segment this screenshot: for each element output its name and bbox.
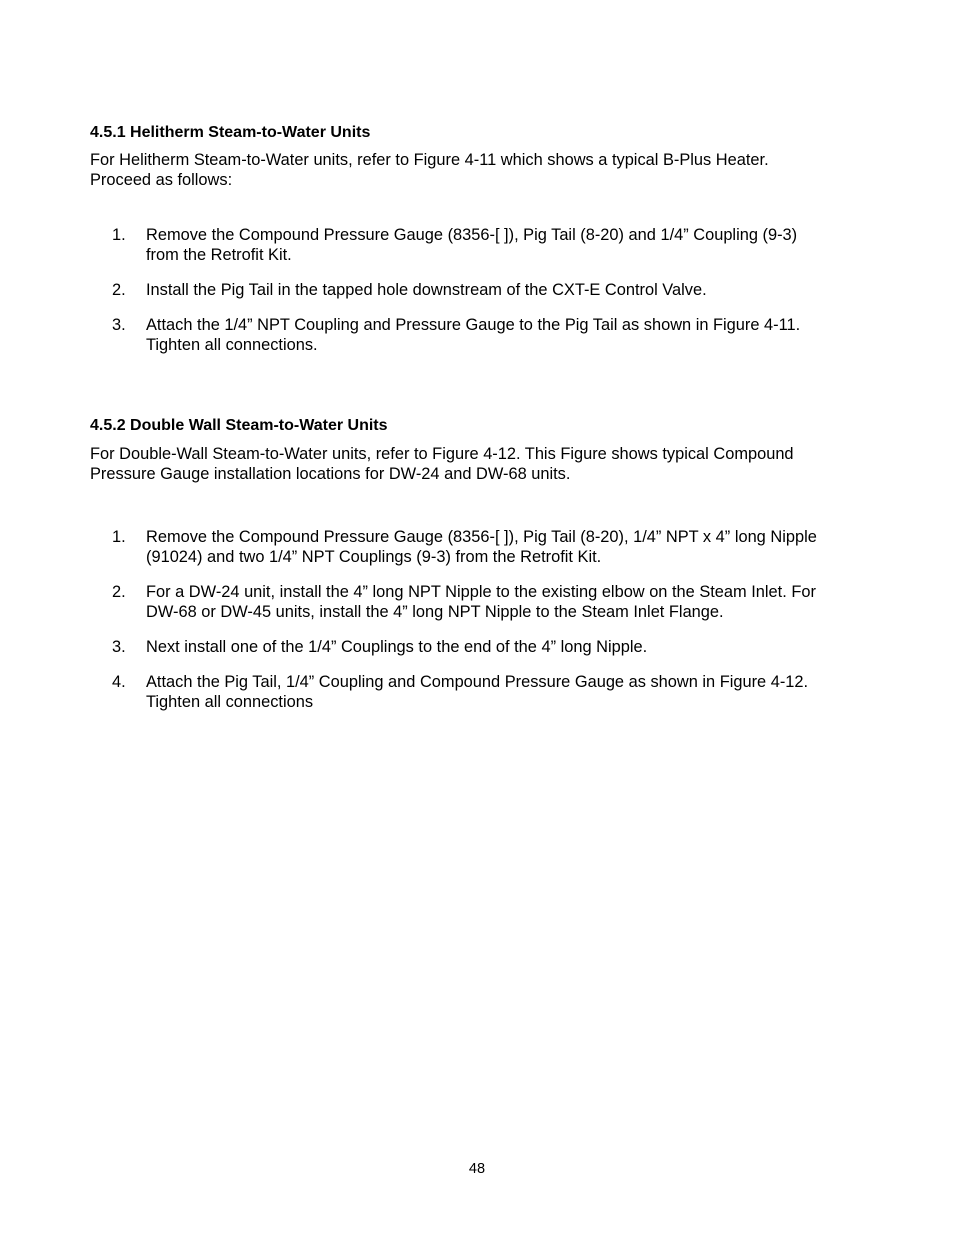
list-item-text (146, 638, 876, 658)
list-item-line: DW-68 or DW-45 units, install the 4” long NPT Nipple to the Steam Inlet Flange. (146, 602, 724, 621)
intro-line: For Double-Wall Steam-to-Water units, refer to Figure 4-12. This Figure shows typical Compound (90, 445, 794, 463)
page-number: 48 (468, 1161, 486, 1177)
list-item-line: from the Retrofit Kit. (146, 245, 292, 264)
list-item-text (146, 583, 876, 622)
section-heading-4-5-2: 4.5.2 Double Wall Steam-to-Water Units (90, 417, 388, 434)
list-item-number: 2. (112, 583, 126, 601)
list-item-number: 2. (112, 281, 126, 299)
list-item-line: Tighten all connections (146, 692, 314, 711)
list-item-number: 3. (112, 316, 126, 334)
list-item-line: Attach the Pig Tail, 1/4” Coupling and Compound Pressure Gauge as shown in Figure 4-12. (146, 673, 809, 691)
section-intro-4-5-1 (90, 150, 880, 190)
list-item-line: (91024) and two 1/4” NPT Couplings (9-3) from the Retrofit Kit. (146, 547, 602, 566)
list-item-text (146, 528, 876, 567)
section-intro-4-5-2 (90, 444, 880, 484)
list-item-line: Remove the Compound Pressure Gauge (8356-[ ]), Pig Tail (8-20), 1/4” NPT x 4” long Nipple (146, 528, 817, 546)
list-item-number: 3. (112, 638, 126, 656)
intro-line: Proceed as follows: (90, 171, 233, 189)
intro-line: Pressure Gauge installation locations for DW-24 and DW-68 units. (90, 465, 571, 483)
list-item-line: Attach the 1/4” NPT Coupling and Pressure Gauge to the Pig Tail as shown in Figure 4-11. (146, 316, 801, 334)
list-item-line: Next install one of the 1/4” Couplings to the end of the 4” long Nipple. (146, 638, 648, 656)
list-item-text (146, 316, 876, 355)
list-item-line: Install the Pig Tail in the tapped hole downstream of the CXT-E Control Valve. (146, 281, 707, 299)
intro-line: For Helitherm Steam-to-Water units, refer to Figure 4-11 which shows a typical B-Plus Heater. (90, 151, 769, 169)
list-item-line: Tighten all connections. (146, 335, 318, 354)
list-item-line: For a DW-24 unit, install the 4” long NPT Nipple to the existing elbow on the Steam Inlet. For (146, 583, 816, 601)
list-item-text (146, 226, 876, 265)
list-item-number: 1. (112, 226, 126, 244)
list-item-text (146, 673, 876, 712)
list-item-number: 4. (112, 673, 126, 691)
list-item-number: 1. (112, 528, 126, 546)
section-heading-4-5-1: 4.5.1 Helitherm Steam-to-Water Units (90, 124, 371, 141)
list-item-line: Remove the Compound Pressure Gauge (8356-[ ]), Pig Tail (8-20) and 1/4” Coupling (9-3) (146, 226, 798, 244)
list-item-text (146, 281, 876, 301)
